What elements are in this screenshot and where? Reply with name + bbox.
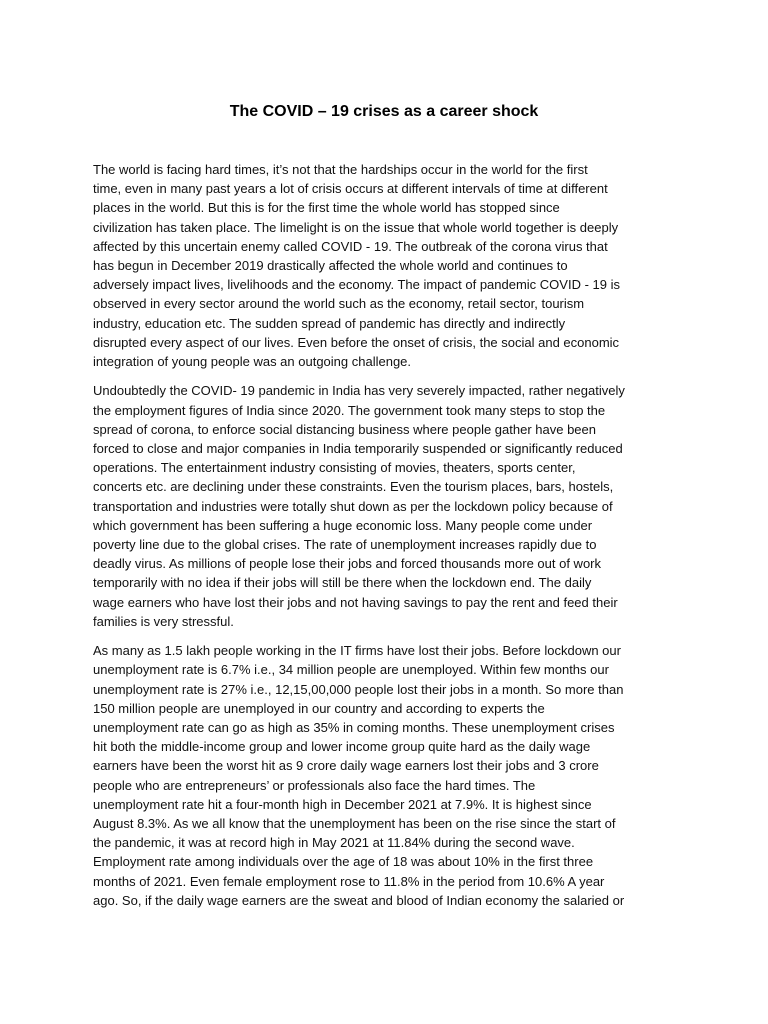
text-line: which government has been suffering a huge economic loss. Many people come under	[93, 517, 593, 533]
text-line: has begun in December 2019 drastically affected the whole world and continues to	[93, 258, 568, 274]
text-line: forced to close and major companies in India temporarily suspended or significantly reduced	[93, 441, 623, 457]
text-line: hit both the middle-income group and lower income group quite hard as the daily wage	[93, 739, 591, 755]
text-line: operations. The entertainment industry consisting of movies, theaters, sports center,	[93, 460, 576, 476]
document-title: The COVID – 19 crises as a career shock	[229, 103, 539, 120]
text-line: adversely impact lives, livelihoods and the economy. The impact of pandemic COVID - 19 is	[93, 277, 620, 293]
text-line: people who are entrepreneurs’ or professionals also face the hard times. The	[93, 777, 536, 793]
text-line: unemployment rate hit a four-month high in December 2021 at 7.9%. It is highest since	[93, 796, 592, 812]
text-line: deadly virus. As millions of people lose their jobs and forced thousands more out of work	[93, 556, 601, 572]
text-line: integration of young people was an outgoing challenge.	[93, 354, 412, 370]
text-line: temporarily with no idea if their jobs will still be there when the lockdown end. The daily	[93, 575, 592, 591]
text-line: disrupted every aspect of our lives. Even before the onset of crisis, the social and economic	[93, 334, 620, 350]
text-line: observed in every sector around the world such as the economy, retail sector, tourism	[93, 296, 585, 312]
text-line: places in the world. But this is for the first time the whole world has stopped since	[93, 200, 560, 216]
text-line: As many as 1.5 lakh people working in the IT firms have lost their jobs. Before lockdown our	[93, 643, 621, 659]
text-line: the pandemic, it was at record high in May 2021 at 11.84% during the second wave.	[93, 835, 575, 851]
text-line: unemployment rate is 27% i.e., 12,15,00,000 people lost their jobs in a month. So more than	[93, 681, 624, 697]
paragraph-1	[93, 160, 675, 371]
text-line: wage earners who have lost their jobs and not having savings to pay the rent and feed their	[93, 594, 618, 610]
text-line: months of 2021. Even female employment rose to 11.8% in the period from 10.6% A year	[93, 873, 605, 889]
text-line: August 8.3%. As we all know that the unemployment has been on the rise since the start of	[93, 816, 616, 832]
text-line: earners have been the worst hit as 9 crore daily wage earners lost their jobs and 3 crore	[93, 758, 599, 774]
text-line: The world is facing hard times, it’s not that the hardships occur in the world for the first	[93, 162, 588, 177]
text-line: time, even in many past years a lot of crisis occurs at different intervals of time at different	[93, 181, 608, 197]
text-line: Undoubtedly the COVID- 19 pandemic in India has very severely impacted, rather negatively	[93, 383, 625, 399]
text-line: ago. So, if the daily wage earners are the sweat and blood of Indian economy the salaried or	[93, 892, 625, 908]
text-line: transportation and industries were totally shut down as per the lockdown policy because of	[93, 498, 613, 514]
text-line: civilization has taken place. The limelight is on the issue that whole world together is deeply	[93, 219, 619, 235]
text-line: affected by this uncertain enemy called COVID - 19. The outbreak of the corona virus that	[93, 238, 608, 254]
text-line: Employment rate among individuals over the age of 18 was about 10% in the first three	[93, 854, 594, 870]
text-line: concerts etc. are declining under these constraints. Even the tourism places, bars, hostels,	[93, 479, 614, 495]
paragraph-3	[93, 641, 675, 910]
document-body	[93, 160, 675, 920]
text-line: the employment figures of India since 2020. The government took many steps to stop the	[93, 402, 606, 418]
text-line: poverty line due to the global crises. The rate of unemployment increases rapidly due to	[93, 537, 597, 553]
text-line: spread of corona, to enforce social distancing business where people gather have been	[93, 421, 596, 437]
paragraph-2	[93, 381, 675, 631]
text-line: unemployment rate can go as high as 35% in coming months. These unemployment crises	[93, 720, 615, 736]
text-line: unemployment rate is 6.7% i.e., 34 million people are unemployed. Within few months our	[93, 662, 609, 678]
text-line: 150 million people are unemployed in our country and according to experts the	[93, 700, 545, 716]
text-line: families is very stressful.	[93, 613, 234, 629]
text-line: industry, education etc. The sudden spread of pandemic has directly and indirectly	[93, 315, 566, 331]
